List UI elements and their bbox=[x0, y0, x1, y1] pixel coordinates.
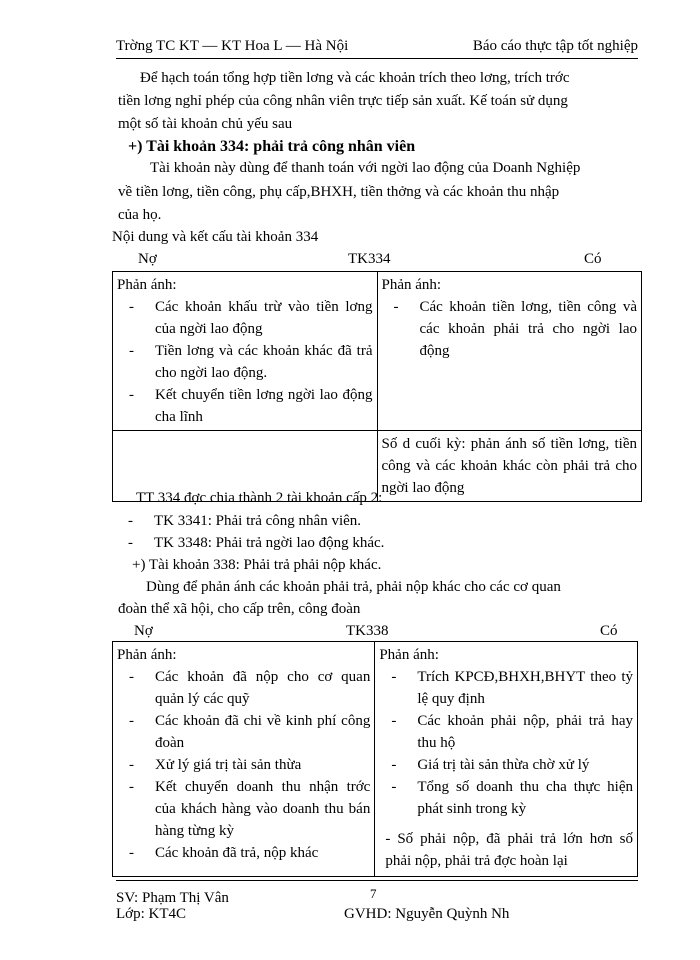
debit-item: - Kết chuyển doanh thu nhận trớc của khách hàng vào doanh thu bán hàng từng kỳ bbox=[129, 779, 371, 839]
section-334-content-label: Nội dung và kết cấu tài khoản 334 bbox=[112, 229, 319, 245]
section-334-title: +) Tài khoản 334: phải trả công nhân viên bbox=[128, 138, 416, 155]
t-account-334-credit-cell bbox=[377, 272, 642, 431]
section-338-title: +) Tài khoản 338: Phải trả phải nộp khác. bbox=[132, 557, 382, 573]
credit-title: Phản ánh: bbox=[381, 277, 442, 293]
section-334-desc-2: về tiền lơng, tiền công, phụ cấp,BHXH, tiền thởng và các khoản thu nhập bbox=[118, 184, 560, 200]
t-account-334-debit-cell bbox=[113, 272, 378, 431]
split-item-3341: - TK 3341: Phải trả công nhân viên. bbox=[128, 513, 362, 529]
header-report-title: Báo cáo thực tập tốt nghiệp bbox=[472, 38, 638, 54]
split-item-3348: - TK 3348: Phải trả ngời lao động khác. bbox=[128, 535, 385, 551]
debit-item: - Kết chuyển tiền lơng ngời lao động cha lĩnh bbox=[129, 387, 373, 425]
header-school: Trờng TC KT — KT Hoa L — Hà Nội bbox=[116, 38, 349, 54]
credit-title: Phản ánh: bbox=[379, 647, 439, 663]
t-account-334-debit-label: Nợ bbox=[138, 251, 157, 267]
debit-item: - Xử lý giá trị tài sản thừa bbox=[129, 757, 302, 773]
credit-item: - Trích KPCĐ,BHXH,BHYT theo tỷ lệ quy định bbox=[391, 669, 633, 707]
t-account-338-name: TK338 bbox=[346, 623, 389, 639]
intro-line-3: một số tài khoản chủ yếu sau bbox=[118, 116, 293, 132]
credit-item: - Giá trị tài sản thừa chờ xử lý bbox=[391, 757, 590, 773]
t-account-338-debit-cell bbox=[113, 642, 375, 877]
footer-class: Lớp: KT4C bbox=[116, 906, 187, 922]
footer-advisor: GVHD: Nguyễn Quỳnh Nh bbox=[344, 906, 510, 922]
section-334-desc-1: Tài khoản này dùng để thanh toán với ngời lao động của Doanh Nghiệp bbox=[150, 160, 581, 176]
debit-title: Phản ánh: bbox=[117, 277, 177, 293]
credit-note: - Số phải nộp, đã phải trả lớn hơn số phải nộp, phải trả đợc hoàn lại bbox=[385, 831, 633, 869]
debit-title: Phản ánh: bbox=[117, 647, 177, 663]
page-number: 7 bbox=[370, 886, 377, 901]
debit-item: - Các khoản đã trả, nộp khác bbox=[129, 845, 319, 861]
intro-line-1: Để hạch toán tổng hợp tiền lơng và các khoản trích theo lơng, trích trớc bbox=[140, 70, 570, 86]
page-header bbox=[116, 38, 638, 59]
t-account-334-name: TK334 bbox=[348, 251, 391, 267]
split-text: TT 334 đợc chia thành 2 tài khoản cấp 2: bbox=[136, 490, 383, 506]
footer-student: SV: Phạm Thị Vân bbox=[116, 890, 229, 906]
debit-item: - Các khoản khấu trừ vào tiền lơng của ngời lao động bbox=[129, 299, 373, 337]
intro-line-2: tiền lơng nghỉ phép của công nhân viên trực tiếp sản xuất. Kế toán sử dụng bbox=[118, 93, 568, 109]
debit-item: - Các khoản đã nộp cho cơ quan quản lý các quỹ bbox=[129, 669, 371, 707]
debit-item: - Các khoản đã chi về kinh phí công đoàn bbox=[129, 713, 371, 751]
section-338-desc-1: Dùng để phản ánh các khoản phải trả, phải nộp khác cho các cơ quan bbox=[146, 579, 561, 595]
section-334-desc-3: của họ. bbox=[118, 207, 162, 223]
t-account-338-table bbox=[112, 641, 638, 877]
footer-divider bbox=[116, 880, 638, 881]
t-account-338-credit-cell bbox=[375, 642, 638, 877]
t-account-338-debit-label: Nợ bbox=[134, 623, 153, 639]
credit-item: - Các khoản phải nộp, phải trả hay thu hộ bbox=[391, 713, 633, 751]
t-account-334-table bbox=[112, 271, 642, 502]
debit-item: - Tiền lơng và các khoản khác đã trả cho ngời lao động. bbox=[129, 343, 373, 381]
t-account-334-balance: Số d cuối kỳ: phản ánh số tiền lơng, tiền công và các khoản khác còn phải trả cho ngời lao động bbox=[377, 431, 642, 502]
t-account-338-credit-label: Có bbox=[600, 623, 618, 639]
t-account-334-credit-label: Có bbox=[584, 251, 602, 267]
credit-item: - Tổng số doanh thu cha thực hiện phát sinh trong kỳ bbox=[391, 779, 633, 817]
credit-item: - Các khoản tiền lơng, tiền công và các khoản phải trả cho ngời lao động bbox=[393, 299, 637, 359]
section-338-desc-2: đoàn thể xã hội, cho cấp trên, công đoàn bbox=[118, 601, 361, 617]
